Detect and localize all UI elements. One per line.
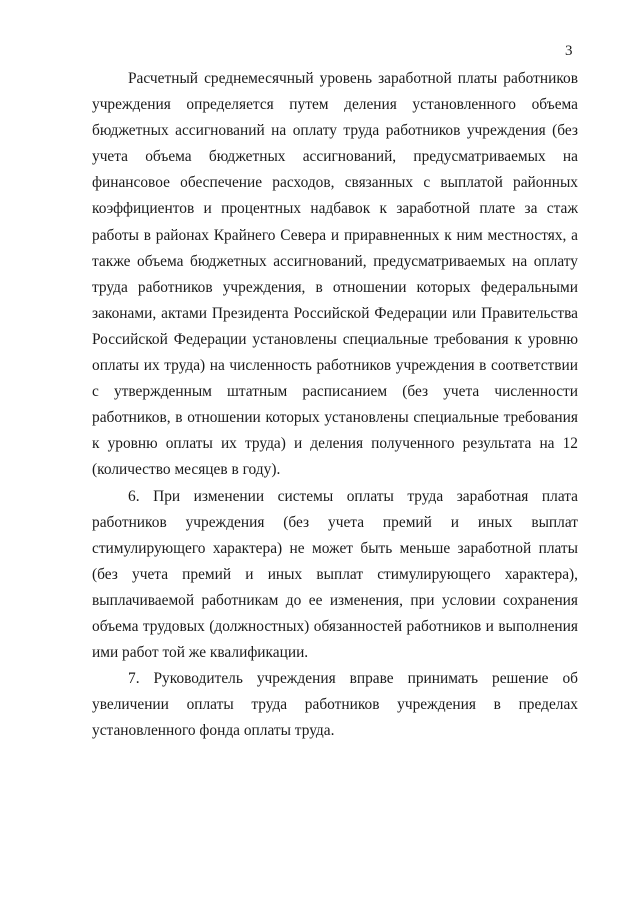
paragraph-item-6: 6. При изменении системы оплаты труда заработная плата работников учреждения (без учета премий и иных выплат стимулирующего характера) не может быть меньше заработной платы (без учета премий и иных выплат стимулирующего характера), выплачиваемой работникам до ее изменения, при условии сохранения объема трудовых (должностных) обязанностей работников и выполнения ими работ той же квалификации.	[92, 487, 578, 662]
paragraph-item-7: 7. Руководитель учреждения вправе принимать решение об увеличении оплаты труда работников учреждения в пределах установленного фонда оплаты труда.	[92, 670, 578, 740]
paragraph-salary-calculation: Расчетный среднемесячный уровень заработной платы работников учреждения определяется путем деления установленного объема бюджетных ассигнований на оплату труда работников учреждения (без учета объема бюджетных ассигнований, предусматриваемых на финансовое обеспечение расходов, связанных с выплатой районных коэффициентов и процентных надбавок к заработной плате за стаж работы в районах Крайнего Севера и приравненных к ним местностях, а также объема бюджетных ассигнований, предусматриваемых на оплату труда работников учреждения, в отношении которых федеральными законами, актами Президента Российской Федерации или Правительства Российской Федерации установлены специальные требования к уровню оплаты их труда) на численность работников учреждения в соответствии с утвержденным штатным расписанием (без учета численности работников, в отношении которых установлены специальные требования к уровню оплаты их труда) и деления полученного результата на 12 (количество месяцев в году).	[92, 70, 578, 479]
document-body	[92, 66, 578, 744]
page-number: 3	[565, 43, 573, 59]
